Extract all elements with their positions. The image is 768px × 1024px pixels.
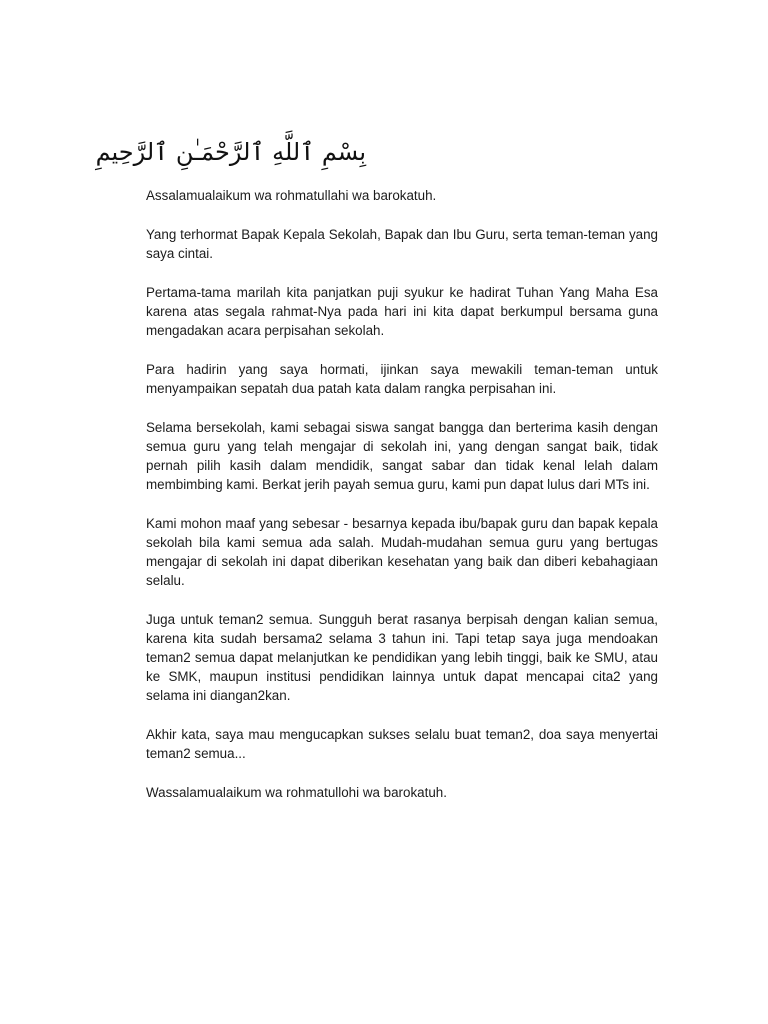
friends-paragraph: Juga untuk teman2 semua. Sungguh berat rasanya berpisah dengan kalian semua, karena kita sudah bersama2 selama 3 tahun ini. Tapi tetap saya juga mendoakan teman2 semua dapat melanjutkan ke pendidikan yang lebih tinggi, baik ke SMU, atau ke SMK, maupun institusi pendidikan lainnya untuk dapat mencapai cita2 yang selama ini diangan2kan. bbox=[146, 612, 658, 703]
bismillah-heading: بِسْمِ ٱللَّهِ ٱلرَّحْمَـٰنِ ٱلرَّحِيمِ bbox=[95, 138, 366, 166]
closing-greeting: Wassalamualaikum wa rohmatullohi wa barokatuh. bbox=[146, 785, 447, 800]
opening-greeting: Assalamualaikum wa rohmatullahi wa barokatuh. bbox=[146, 188, 437, 203]
closing-wishes-paragraph: Akhir kata, saya mau mengucapkan sukses selalu buat teman2, doa saya menyertai teman2 semua... bbox=[146, 727, 658, 761]
salutation-paragraph: Yang terhormat Bapak Kepala Sekolah, Bapak dan Ibu Guru, serta teman-teman yang saya cintai. bbox=[146, 227, 658, 261]
apology-paragraph: Kami mohon maaf yang sebesar - besarnya kepada ibu/bapak guru dan bapak kepala sekolah bila kami semua ada salah. Mudah-mudahan semua guru yang bertugas mengajar di sekolah ini dapat diberikan kesehatan yang baik dan diberi kebahagiaan selalu. bbox=[146, 516, 658, 588]
speech-body bbox=[146, 186, 658, 822]
introduction-paragraph: Para hadirin yang saya hormati, ijinkan saya mewakili teman-teman untuk menyampaikan sepatah dua patah kata dalam rangka perpisahan ini. bbox=[146, 362, 658, 396]
gratitude-paragraph: Pertama-tama marilah kita panjatkan puji syukur ke hadirat Tuhan Yang Maha Esa karena atas segala rahmat-Nya pada hari ini kita dapat berkumpul bersama guna mengadakan acara perpisahan sekolah. bbox=[146, 285, 658, 338]
teachers-appreciation-paragraph: Selama bersekolah, kami sebagai siswa sangat bangga dan berterima kasih dengan semua guru yang telah mengajar di sekolah ini, yang dengan sangat baik, tidak pernah pilih kasih dalam mendidik, sangat sabar dan tidak kenal lelah dalam membimbing kami. Berkat jerih payah semua guru, kami pun dapat lulus dari MTs ini. bbox=[146, 420, 658, 492]
